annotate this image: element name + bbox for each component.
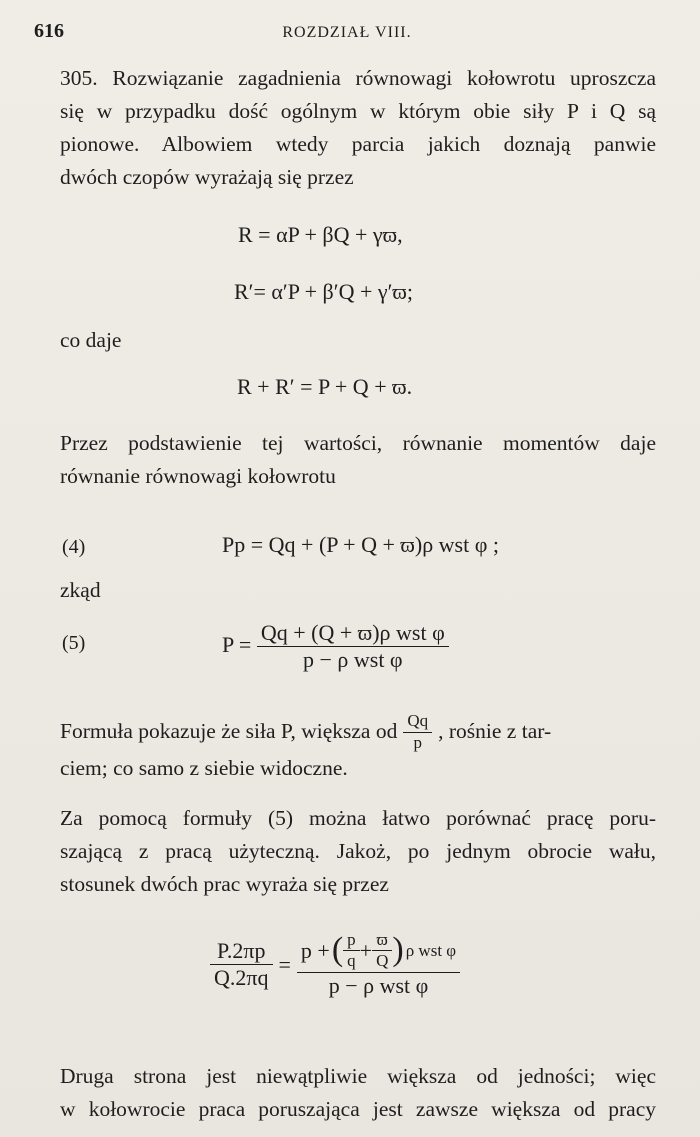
equation-5-denominator: p − ρ wst φ	[302, 647, 403, 673]
text-line: , rośnie z tar-	[438, 719, 552, 744]
ratio-inner-fraction-1	[343, 930, 360, 972]
equation-sum: R + R′ = P + Q + ϖ.	[237, 374, 413, 399]
equation-5-lhs: P =	[222, 631, 252, 657]
text-line: szającą z pracą użyteczną. Jakoż, po jednym obrocie wału,	[60, 841, 656, 863]
equation-ratio	[210, 930, 460, 999]
paren-close: )	[392, 931, 404, 969]
text-line: dwóch czopów wyrażają się przez	[60, 167, 354, 189]
paragraph-praca	[60, 808, 656, 907]
inner-numerator-2: ϖ	[372, 930, 392, 951]
page-header	[34, 20, 660, 50]
text-line: Za pomocą formuły (5) można łatwo porównać pracę poru-	[60, 808, 656, 830]
equals-sign: =	[278, 951, 291, 977]
text-line: pionowe. Albowiem wtedy parcia jakich doznają panwie	[60, 134, 656, 156]
text-line: w kołowrocie praca poruszająca jest zawsze większa od pracy	[60, 1099, 656, 1121]
equation-R: R = αP + βQ + γϖ,	[238, 222, 403, 247]
inner-denominator-1: q	[347, 951, 356, 971]
text-line: ciem; co samo z siebie widoczne.	[60, 758, 348, 780]
text-zkad: zkąd	[60, 578, 101, 602]
inner-numerator-1: p	[343, 930, 360, 951]
ratio-rhs-numerator	[297, 930, 460, 973]
paren-open: (	[331, 931, 344, 969]
ratio-term: ρ wst φ	[405, 940, 457, 960]
text-line: Formuła pokazuje że siła P, większa od	[60, 719, 398, 744]
inline-fraction-denominator: p	[413, 732, 422, 752]
equation-4: Pp = Qq + (P + Q + ϖ)ρ wst φ ;	[222, 532, 500, 557]
text-line: się w przypadku dość ogólnym w którym obie siły P i Q są	[60, 101, 656, 123]
ratio-rhs	[297, 930, 460, 999]
text-line: równanie równowagi kołowrotu	[60, 466, 336, 488]
inner-denominator-2: Q	[376, 951, 389, 971]
chapter-title: ROZDZIAŁ VIII.	[282, 24, 412, 41]
equation-5-label: (5)	[62, 632, 86, 654]
text-line: Druga strona jest niewątpliwie większa od jedności; więc	[60, 1066, 656, 1088]
equation-R-prime: R′= α′P + β′Q + γ′ϖ;	[234, 279, 413, 304]
paragraph-momentow	[60, 433, 656, 499]
inline-fraction	[403, 711, 432, 753]
text-line: Przez podstawienie tej wartości, równanie momentów daje	[60, 433, 656, 455]
paragraph-formula	[60, 710, 656, 791]
ratio-lhs-denominator: Q.2πq	[214, 965, 269, 991]
page-number: 616	[34, 20, 64, 42]
equation-5-fraction	[257, 620, 449, 674]
equation-5-numerator: Qq + (Q + ϖ)ρ wst φ	[257, 620, 449, 647]
inline-fraction-numerator: Qq	[403, 711, 432, 732]
text-line: stosunek dwóch prac wyraża się przez	[60, 874, 389, 896]
text-co-daje: co daje	[60, 328, 122, 352]
paragraph-druga	[60, 1066, 656, 1132]
plus-sign: +	[359, 937, 373, 963]
equation-5	[222, 620, 449, 674]
equation-4-label: (4)	[62, 536, 86, 558]
ratio-lhs-numerator: P.2πp	[210, 938, 273, 965]
ratio-term: p +	[300, 937, 330, 963]
text-line: 305. Rozwiązanie zagadnienia równowagi kołowrotu uproszcza	[60, 68, 656, 90]
ratio-inner-fraction-2	[372, 930, 392, 972]
paragraph-305	[60, 68, 656, 200]
ratio-rhs-denominator: p − ρ wst φ	[328, 972, 429, 998]
ratio-lhs	[210, 938, 273, 992]
